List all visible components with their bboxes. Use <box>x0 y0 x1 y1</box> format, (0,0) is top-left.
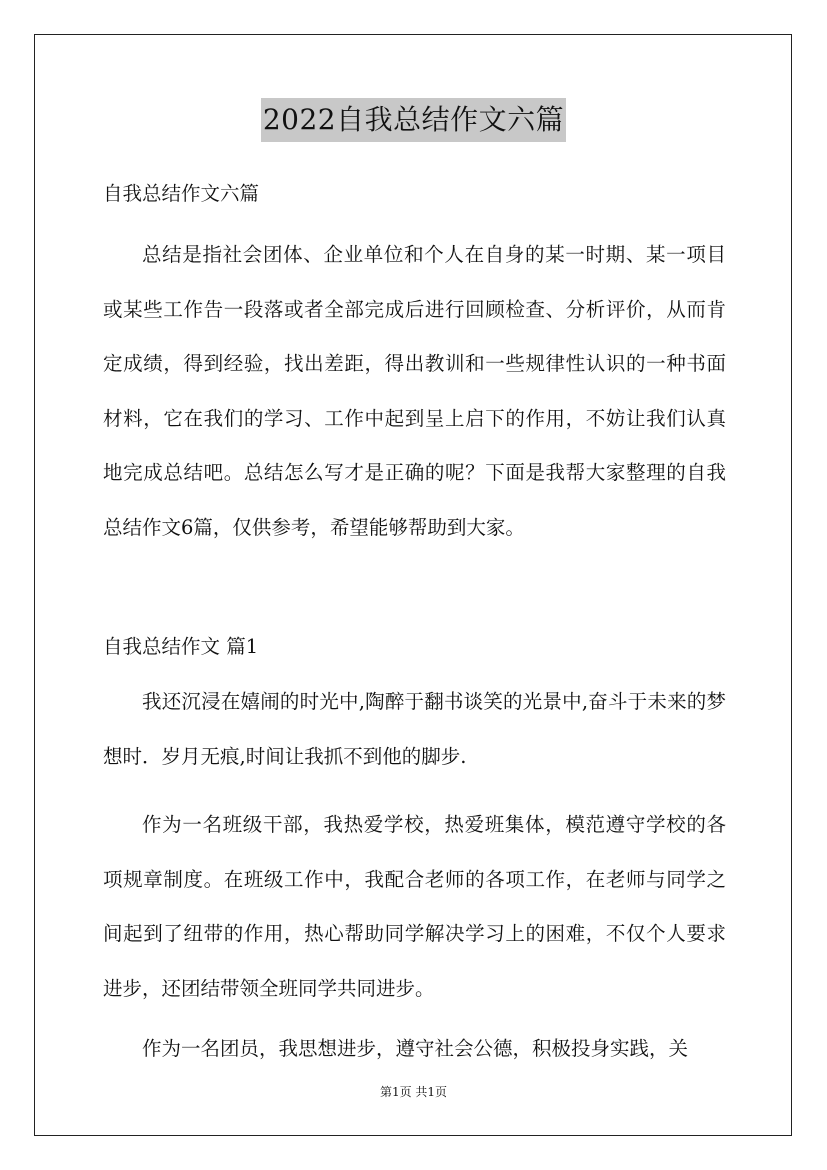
intro-paragraph: 总结是指社会团体、企业单位和个人在自身的某一时期、某一项目或某些工作告一段落或者全部完成后进行回顾检查、分析评价，从而肯定成绩，得到经验，找出差距，得出教训和一些规律性认识的一种书面材料，它在我们的学习、工作中起到呈上启下的作用，不妨让我们认真地完成总结吧。总结怎么写才是正确的呢？下面是我帮大家整理的自我总结作文6篇，仅供参考，希望能够帮助到大家。 <box>103 243 726 539</box>
document-subtitle: 自我总结作文六篇 <box>103 182 260 205</box>
section-paragraph-3: 作为一名团员，我思想进步，遵守社会公德，积极投身实践，关 <box>142 1037 689 1060</box>
title-container <box>0 98 827 142</box>
document-body <box>103 174 726 1077</box>
section-paragraph-2: 作为一名班级干部，我热爱学校，热爱班集体，模范遵守学校的各项规章制度。在班级工作中，我配合老师的各项工作，在老师与同学之间起到了纽带的作用，热心帮助同学解决学习上的困难，不仅个人要求进步，还团结带领全班同学共同进步。 <box>103 813 726 1000</box>
page-number-footer: 第1页 共1页 <box>379 1085 448 1099</box>
section-paragraph-1: 我还沉浸在嬉闹的时光中,陶醉于翻书谈笑的光景中,奋斗于未来的梦想时．岁月无痕,时间让我抓不到他的脚步. <box>103 690 726 768</box>
section-heading: 自我总结作文 篇1 <box>103 635 259 658</box>
document-title: 2022自我总结作文六篇 <box>261 98 566 142</box>
